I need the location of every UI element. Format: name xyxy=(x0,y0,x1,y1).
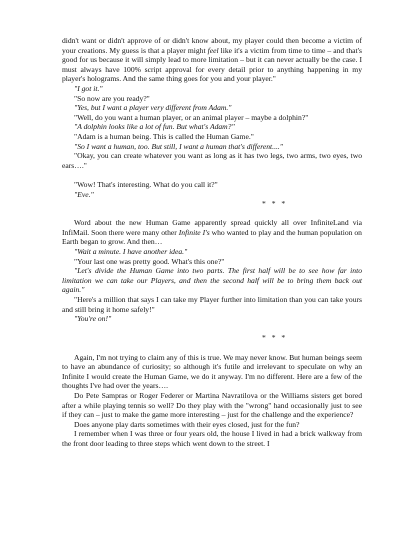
body-paragraph xyxy=(62,103,362,113)
italic-text: "I got it." xyxy=(74,83,103,93)
italic-text: "Eve." xyxy=(74,189,94,199)
text-run: "Your last one was pretty good. What's this one?" xyxy=(74,256,225,266)
text-run: "Well, do you want a human player, or an animal player – maybe a dolphin?" xyxy=(74,112,309,122)
body-paragraph xyxy=(62,420,362,430)
italic-text: "So I want a human, too. But still, I want a human that's different...." xyxy=(74,141,283,151)
text-run: didn't want or didn't approve of or didn't know about, my player could then become a victim of your creations. My guess is that a player might xyxy=(62,36,362,55)
text-run: I remember when I was three or four years old, the house I lived in had a brick walkway from the front door leading to three steps which went down to the street. I xyxy=(62,429,362,448)
body-paragraph xyxy=(62,132,362,142)
text-run: "So now are you ready?" xyxy=(74,93,150,103)
text-run: Word about the new Human Game apparently spread quickly all over InfiniteLand via InfiMail. Soon there were many other xyxy=(62,218,362,237)
body-paragraph xyxy=(62,122,362,132)
text-run: "Wow! That's interesting. What do you call it?" xyxy=(74,179,218,189)
body-paragraph xyxy=(62,113,362,123)
text-run: "Okay, you can create whatever you want as long as it has two legs, two arms, two eyes, two ears…." xyxy=(62,151,362,170)
body-paragraph xyxy=(62,218,362,247)
text-run: Does anyone play darts sometimes with their eyes closed, just for the fun? xyxy=(74,419,300,429)
italic-text: "Yes, but I want a player very different from Adam." xyxy=(74,103,232,113)
body-paragraph xyxy=(62,36,362,84)
section-separator xyxy=(62,199,362,209)
italic-text: "A dolphin looks like a lot of fun. But what's Adam?" xyxy=(74,122,235,132)
paragraph-gap xyxy=(62,209,362,219)
italic-text: "Wait a minute. I have another idea." xyxy=(74,247,188,257)
body-paragraph xyxy=(62,266,362,295)
body-paragraph xyxy=(62,84,362,94)
text-run: Again, I'm not trying to claim any of this is true. We may never know. But human beings seem to have an abundance of curiosity; so although it's futile and irrelevant to speculate on why an Infinite I would create the Human Game, we do it anyway. I'm no different. Here are a few of the thoughts I've had over the years…. xyxy=(62,352,362,391)
italic-text: "Let's divide the Human Game into two parts. The first half will be to see how far into limitation we can take our Players, and then the second half will be to bring them back out again." xyxy=(62,266,362,295)
body-paragraph xyxy=(62,180,362,190)
italic-text: Infinite I's xyxy=(178,227,210,237)
text-run: "Here's a million that says I can take my Player further into limitation than you can take yours and still bring it home safely!" xyxy=(62,295,362,314)
paragraph-gap xyxy=(62,324,362,334)
document-page xyxy=(62,36,362,449)
text-run: Do Pete Sampras or Roger Federer or Martina Navratilova or the Williams sisters get bored after a while playing tennis so well? Do they play with the "wrong" hand occasionally just to see if they can – just to make the game more interesting – just for the challenge and the experience? xyxy=(62,390,362,420)
paragraph-gap xyxy=(62,343,362,353)
paragraph-gap xyxy=(62,170,362,180)
body-paragraph xyxy=(62,190,362,200)
body-paragraph xyxy=(62,353,362,391)
separator-asterisks: * * * xyxy=(262,199,288,209)
text-run: who wanted to play and the human population on Earth began to grow. And then… xyxy=(62,227,362,247)
italic-text: feel xyxy=(207,45,219,55)
separator-asterisks: * * * xyxy=(262,333,288,343)
body-paragraph xyxy=(62,429,362,448)
section-separator xyxy=(62,333,362,343)
body-paragraph xyxy=(62,94,362,104)
text-run: "Adam is a human being. This is called the Human Game." xyxy=(74,131,254,141)
body-paragraph xyxy=(62,391,362,420)
body-paragraph xyxy=(62,314,362,324)
body-paragraph xyxy=(62,257,362,267)
body-paragraph xyxy=(62,247,362,257)
body-paragraph xyxy=(62,295,362,314)
body-paragraph xyxy=(62,142,362,152)
text-run: like it's a victim from time to time – and that's good for us because it will simply lead to more limitation – but it can never actually be the case. I must always have 100% script approval for every detail prior to anything happening in my player's holograms. And the same thing goes for you and your player." xyxy=(62,45,362,84)
body-paragraph xyxy=(62,151,362,170)
italic-text: "You're on!" xyxy=(74,314,112,324)
